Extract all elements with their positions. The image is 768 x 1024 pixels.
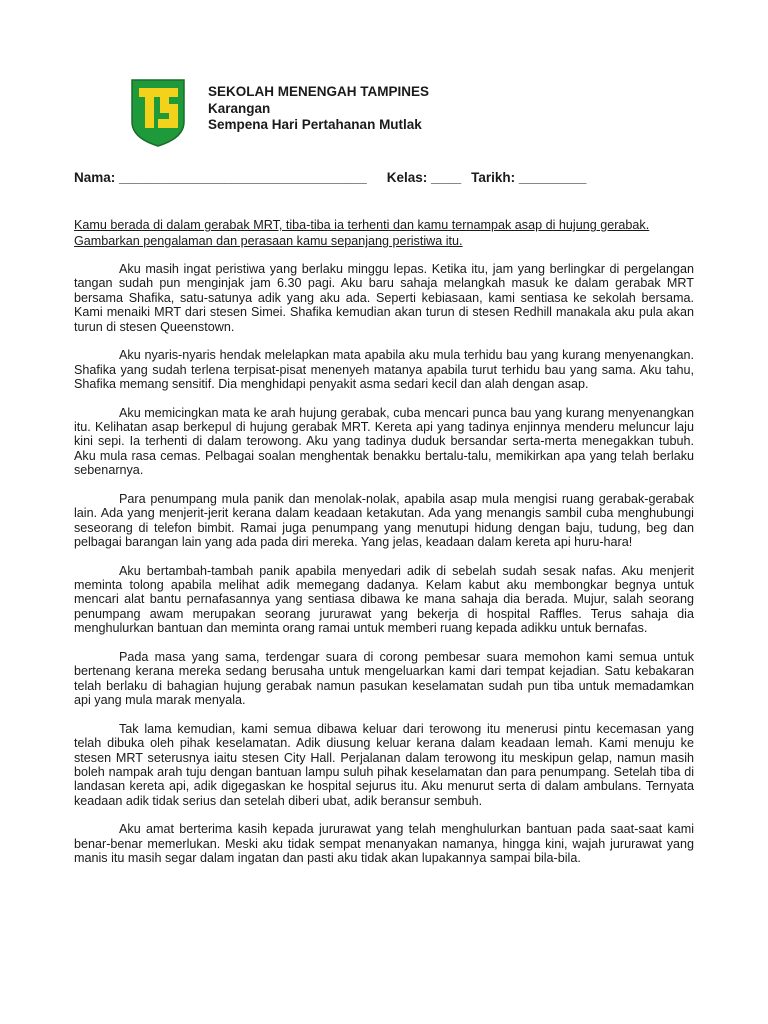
subject-title: Karangan bbox=[208, 100, 271, 116]
essay-body bbox=[74, 262, 694, 880]
student-info-line bbox=[74, 170, 586, 185]
essay-prompt: Kamu berada di dalam gerabak MRT, tiba-tiba ia terhenti dan kamu ternampak asap di hujung gerabak. Gambarkan pengalaman dan perasaan kamu sepanjang peristiwa itu. bbox=[74, 218, 650, 248]
essay-paragraph: Tak lama kemudian, kami semua dibawa keluar dari terowong itu menerusi pintu kecemasan yang telah dibuka oleh pihak keselamatan. Adik diusung keluar kerana dalam keadaan lemah. Kami menuju ke stesen MRT seterusnya iaitu stesen City Hall. Perjalanan dalam terowong itu meskipun gelap, namun masih boleh nampak arah tuju dengan bantuan lampu suluh pihak keselamatan dan para penumpang. Setelah tiba di landasan kereta api, adik digegaskan ke hospital sejurus itu. Aku menurut serta di dalam ambulans. Ternyata keadaan adik tidak serius dan setelah diberi ubat, adik beransur sembuh. bbox=[74, 721, 694, 808]
occasion-title: Sempena Hari Pertahanan Mutlak bbox=[208, 117, 422, 132]
document-header bbox=[208, 84, 429, 134]
school-name: SEKOLAH MENENGAH TAMPINES bbox=[208, 84, 430, 99]
essay-paragraph: Aku amat berterima kasih kepada jururawat yang telah menghulurkan bantuan pada saat-saat kami benar-benar memerlukan. Meski aku tidak sempat menanyakan namanya, hingga kini, wajah jururawat yang manis itu masih segar dalam ingatan dan pasti aku tidak akan lupakannya sampai bila-bila. bbox=[74, 822, 694, 866]
essay-paragraph: Aku memicingkan mata ke arah hujung gerabak, cuba mencari punca bau yang kurang menyenangkan itu. Kelihatan asap berkepul di hujung gerabak MRT. Kereta api yang tadinya enjinnya menderu meluncur laju kini sepi. Ia terhenti di dalam terowong. Aku yang tadinya duduk bersandar serta-merta menegakkan tubuh. Aku mula rasa cemas. Pelbagai soalan menghentak benakku bertalu-talu, memikirkan apa yang telah berlaku sebenarnya. bbox=[74, 405, 694, 478]
essay-paragraph: Pada masa yang sama, terdengar suara di corong pembesar suara memohon kami semua untuk bertenang kerana mereka sedang berusaha untuk mengeluarkan kami dari tempat kejadian. Satu kebakaran telah berlaku di bahagian hujung gerabak namun pasukan keselamatan sudah pun tiba untuk memadamkan api yang mula marak menyala. bbox=[74, 649, 694, 708]
essay-paragraph: Para penumpang mula panik dan menolak-nolak, apabila asap mula mengisi ruang gerabak-gerabak lain. Ada yang menjerit-jerit kerana dalam keadaan ketakutan. Ada yang menangis sambil cuba menghubungi seseorang di telefon bimbit. Ramai juga penumpang yang menutupi hidung dengan baju, tudung, beg dan pelbagai barangan lain yang ada pada diri mereka. Yang jelas, keadaan dalam kereta api huru-hara! bbox=[74, 491, 694, 550]
name-field[interactable]: Nama: _________________________________ bbox=[74, 170, 367, 185]
class-field[interactable]: Kelas: ____ bbox=[386, 170, 462, 185]
essay-paragraph: Aku nyaris-nyaris hendak melelapkan mata apabila aku mula terhidu bau yang kurang menyenangkan. Shafika yang sudah terlena terpisat-pisat menenyeh matanya apabila turut terhidu bau yang sama. Aku tahu, Shafika memang sensitif. Dia menghidapi penyakit asma sedari kecil dan alah dengan asap. bbox=[74, 348, 694, 392]
school-crest-logo bbox=[130, 78, 186, 148]
essay-paragraph: Aku masih ingat peristiwa yang berlaku minggu lepas. Ketika itu, jam yang berlingkar di pergelangan tangan sudah pun menginjak jam 6.30 pagi. Aku baru sahaja melangkah masuk ke dalam gerabak MRT bersama Shafika, satu-satunya adik yang aku ada. Seperti kebiasaan, kami sentiasa ke sekolah bersama. Kami menaiki MRT dari stesen Simei. Shafika kemudian akan turun di stesen Redhill manakala aku pula akan turun di stesen Queenstown. bbox=[74, 262, 694, 334]
date-field[interactable]: Tarikh: _________ bbox=[471, 170, 587, 185]
essay-paragraph: Aku bertambah-tambah panik apabila menyedari adik di sebelah sudah sesak nafas. Aku menjerit meminta tolong apabila melihat adik memegang dadanya. Kelam kabut aku membongkar begnya untuk mencari alat bantu pernafasannya yang sentiasa dibawa ke mana sahaja dia berada. Mujur, salah seorang penumpang awam merupakan seorang jururawat yang bekerja di hospital Raffles. Terus sahaja dia menghulurkan bantuan dan meminta orang ramai untuk memberi ruang kepada adikku untuk bernafas. bbox=[74, 563, 694, 636]
